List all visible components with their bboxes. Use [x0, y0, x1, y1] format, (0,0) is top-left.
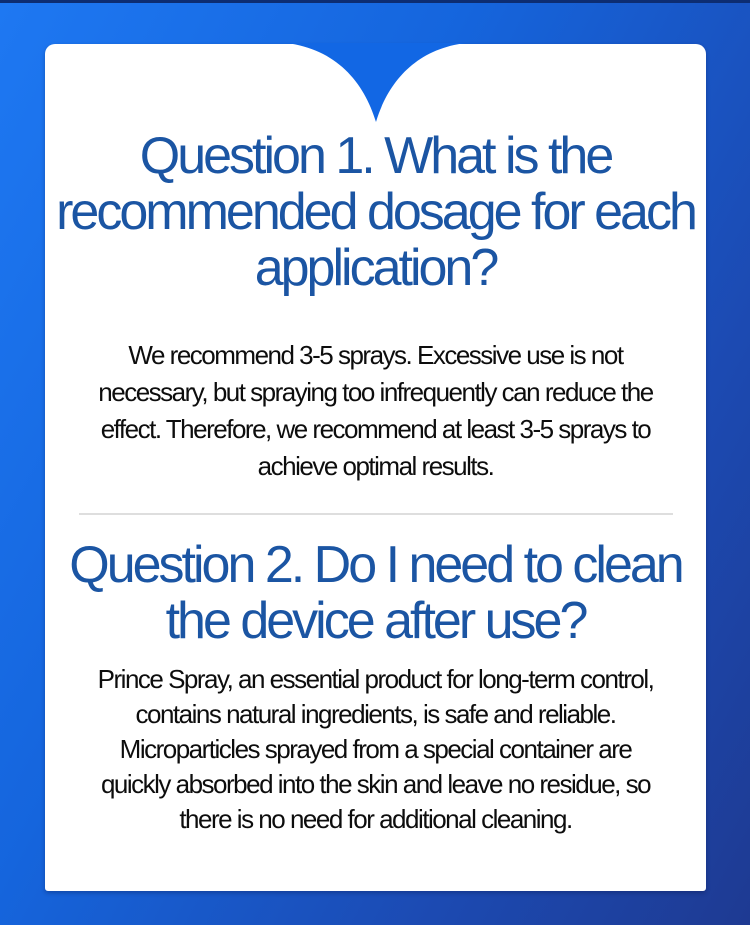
question-2-heading: [45, 537, 706, 649]
question-2-answer: [45, 662, 706, 837]
faq-question-2: [45, 537, 706, 837]
heading-line: Question 2. Do I need to clean: [69, 536, 682, 594]
answer-line: effect. Therefore, we recommend at least 3-5 sprays to: [100, 414, 651, 444]
answer-line: quickly absorbed into the skin and leave no residue, so: [100, 769, 651, 799]
answer-line: achieve optimal results.: [257, 451, 494, 481]
top-edge-strip: [0, 0, 750, 3]
question-1-answer: [45, 337, 706, 485]
answer-line: necessary, but spraying too infrequently can reduce the: [98, 377, 653, 407]
heading-line: the device after use?: [165, 592, 586, 650]
heading-line: application?: [254, 239, 497, 297]
heading-line: recommended dosage for each: [56, 183, 695, 241]
top-notch-decoration: [286, 43, 466, 122]
answer-line: Prince Spray, an essential product for long-term control,: [97, 664, 654, 694]
answer-line: Microparticles sprayed from a special container are: [119, 734, 632, 764]
answer-line: there is no need for additional cleaning.: [179, 804, 572, 834]
answer-line: contains natural ingredients, is safe and reliable.: [135, 699, 616, 729]
faq-question-1: [45, 128, 706, 485]
faq-card: [45, 44, 706, 891]
question-1-heading: [45, 128, 706, 296]
section-divider: [79, 513, 673, 515]
answer-line: We recommend 3-5 sprays. Excessive use is not: [128, 340, 623, 370]
heading-line: Question 1. What is the: [139, 127, 612, 185]
